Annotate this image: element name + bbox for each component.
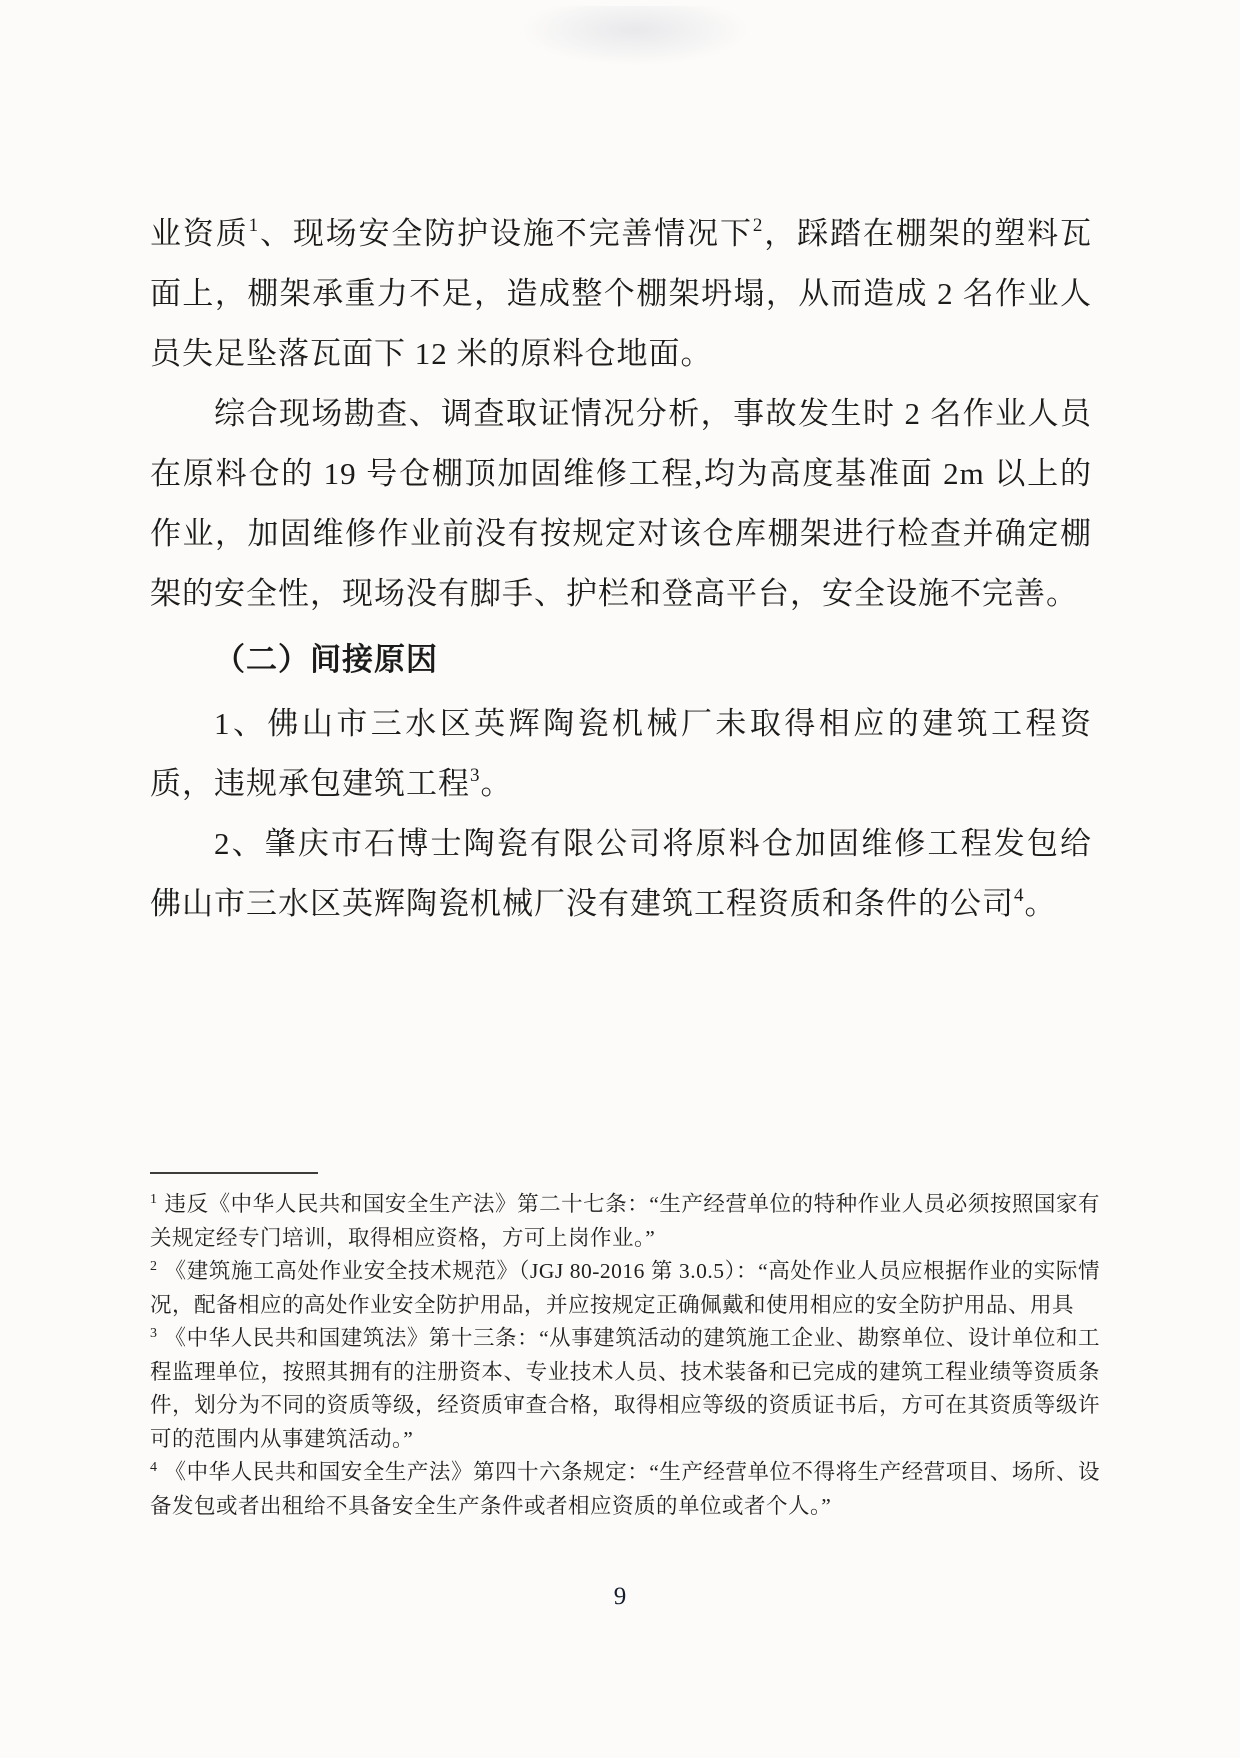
page-number: 9 xyxy=(613,1583,627,1610)
footnote-marker-1: 1 xyxy=(150,1192,158,1207)
paragraph-text: ，踩踏在棚架的塑料瓦面上，棚架承重力不足，造成整个棚架坍塌，从而造成 2 名作业人员失足坠落瓦面下 12 米的原料仓地面。 xyxy=(150,216,1093,371)
footnote-1 xyxy=(150,1188,1100,1255)
page-body xyxy=(150,204,1092,934)
footnotes-section xyxy=(150,1172,1100,1523)
footnote-ref-3: 3 xyxy=(470,765,481,786)
footnote-text: 违反《中华人民共和国安全生产法》第二十七条：“生产经营单位的特种作业人员必须按照国家有关规定经专门培训，取得相应资格，方可上岗作业。” xyxy=(150,1192,1100,1250)
footnote-ref-2: 2 xyxy=(752,215,764,236)
footnote-4 xyxy=(150,1456,1100,1523)
paragraph-text: 业资质 xyxy=(150,216,249,251)
footnote-marker-3: 3 xyxy=(150,1326,158,1341)
footnote-2 xyxy=(150,1255,1100,1322)
paragraph-text: 1、佛山市三水区英辉陶瓷机械厂未取得相应的建筑工程资质，违规承包建筑工程 xyxy=(150,706,1092,801)
footnote-text: 《中华人民共和国安全生产法》第四十六条规定：“生产经营单位不得将生产经营项目、场所、设备发包或者出租给不具备安全生产条件或者相应资质的单位或者个人。” xyxy=(150,1460,1100,1518)
paragraph-text: 2、肇庆市石博士陶瓷有限公司将原料仓加固维修工程发包给佛山市三水区英辉陶瓷机械厂没有建筑工程资质和条件的公司 xyxy=(150,826,1092,921)
footnote-marker-2: 2 xyxy=(150,1259,158,1274)
scan-artifact-smudge xyxy=(520,6,750,66)
paragraph-indirect-cause-1 xyxy=(150,694,1092,814)
paragraph-direct-cause-continuation xyxy=(150,204,1092,384)
paragraph-text: 。 xyxy=(480,766,513,801)
footnote-text: 《建筑施工高处作业安全技术规范》（JGJ 80-2016 第 3.0.5）：“高处作业人员应根据作业的实际情况，配备相应的高处作业安全防护用品，并应按规定正确佩戴和使用相应的安全防护用品、用具 xyxy=(150,1259,1100,1317)
paragraph-scene-analysis: 综合现场勘查、调查取证情况分析，事故发生时 2 名作业人员在原料仓的 19 号仓棚顶加固维修工程,均为高度基准面 2m 以上的作业，加固维修作业前没有按规定对该仓库棚架进行检查并确定棚架的安全性，现场没有脚手、护栏和登高平台，安全设施不完善。 xyxy=(150,396,1092,611)
footnote-ref-4: 4 xyxy=(1014,885,1025,906)
paragraph-text: 、现场安全防护设施不完善情况下 xyxy=(259,216,753,251)
paragraph-indirect-cause-2 xyxy=(150,814,1092,934)
section-heading-indirect-cause: （二）间接原因 xyxy=(214,642,438,677)
footnote-separator-rule xyxy=(150,1172,318,1174)
footnote-marker-4: 4 xyxy=(150,1460,158,1475)
paragraph-text: 。 xyxy=(1024,886,1057,921)
footnote-text: 《中华人民共和国建筑法》第十三条：“从事建筑活动的建筑施工企业、勘察单位、设计单位和工程监理单位，按照其拥有的注册资本、专业技术人员、技术装备和已完成的建筑工程业绩等资质条件，划分为不同的资质等级，经资质审查合格，取得相应等级的资质证书后，方可在其资质等级许可的范围内从事建筑活动。” xyxy=(150,1326,1100,1451)
footnote-ref-1: 1 xyxy=(248,215,260,236)
footnote-3 xyxy=(150,1322,1100,1456)
